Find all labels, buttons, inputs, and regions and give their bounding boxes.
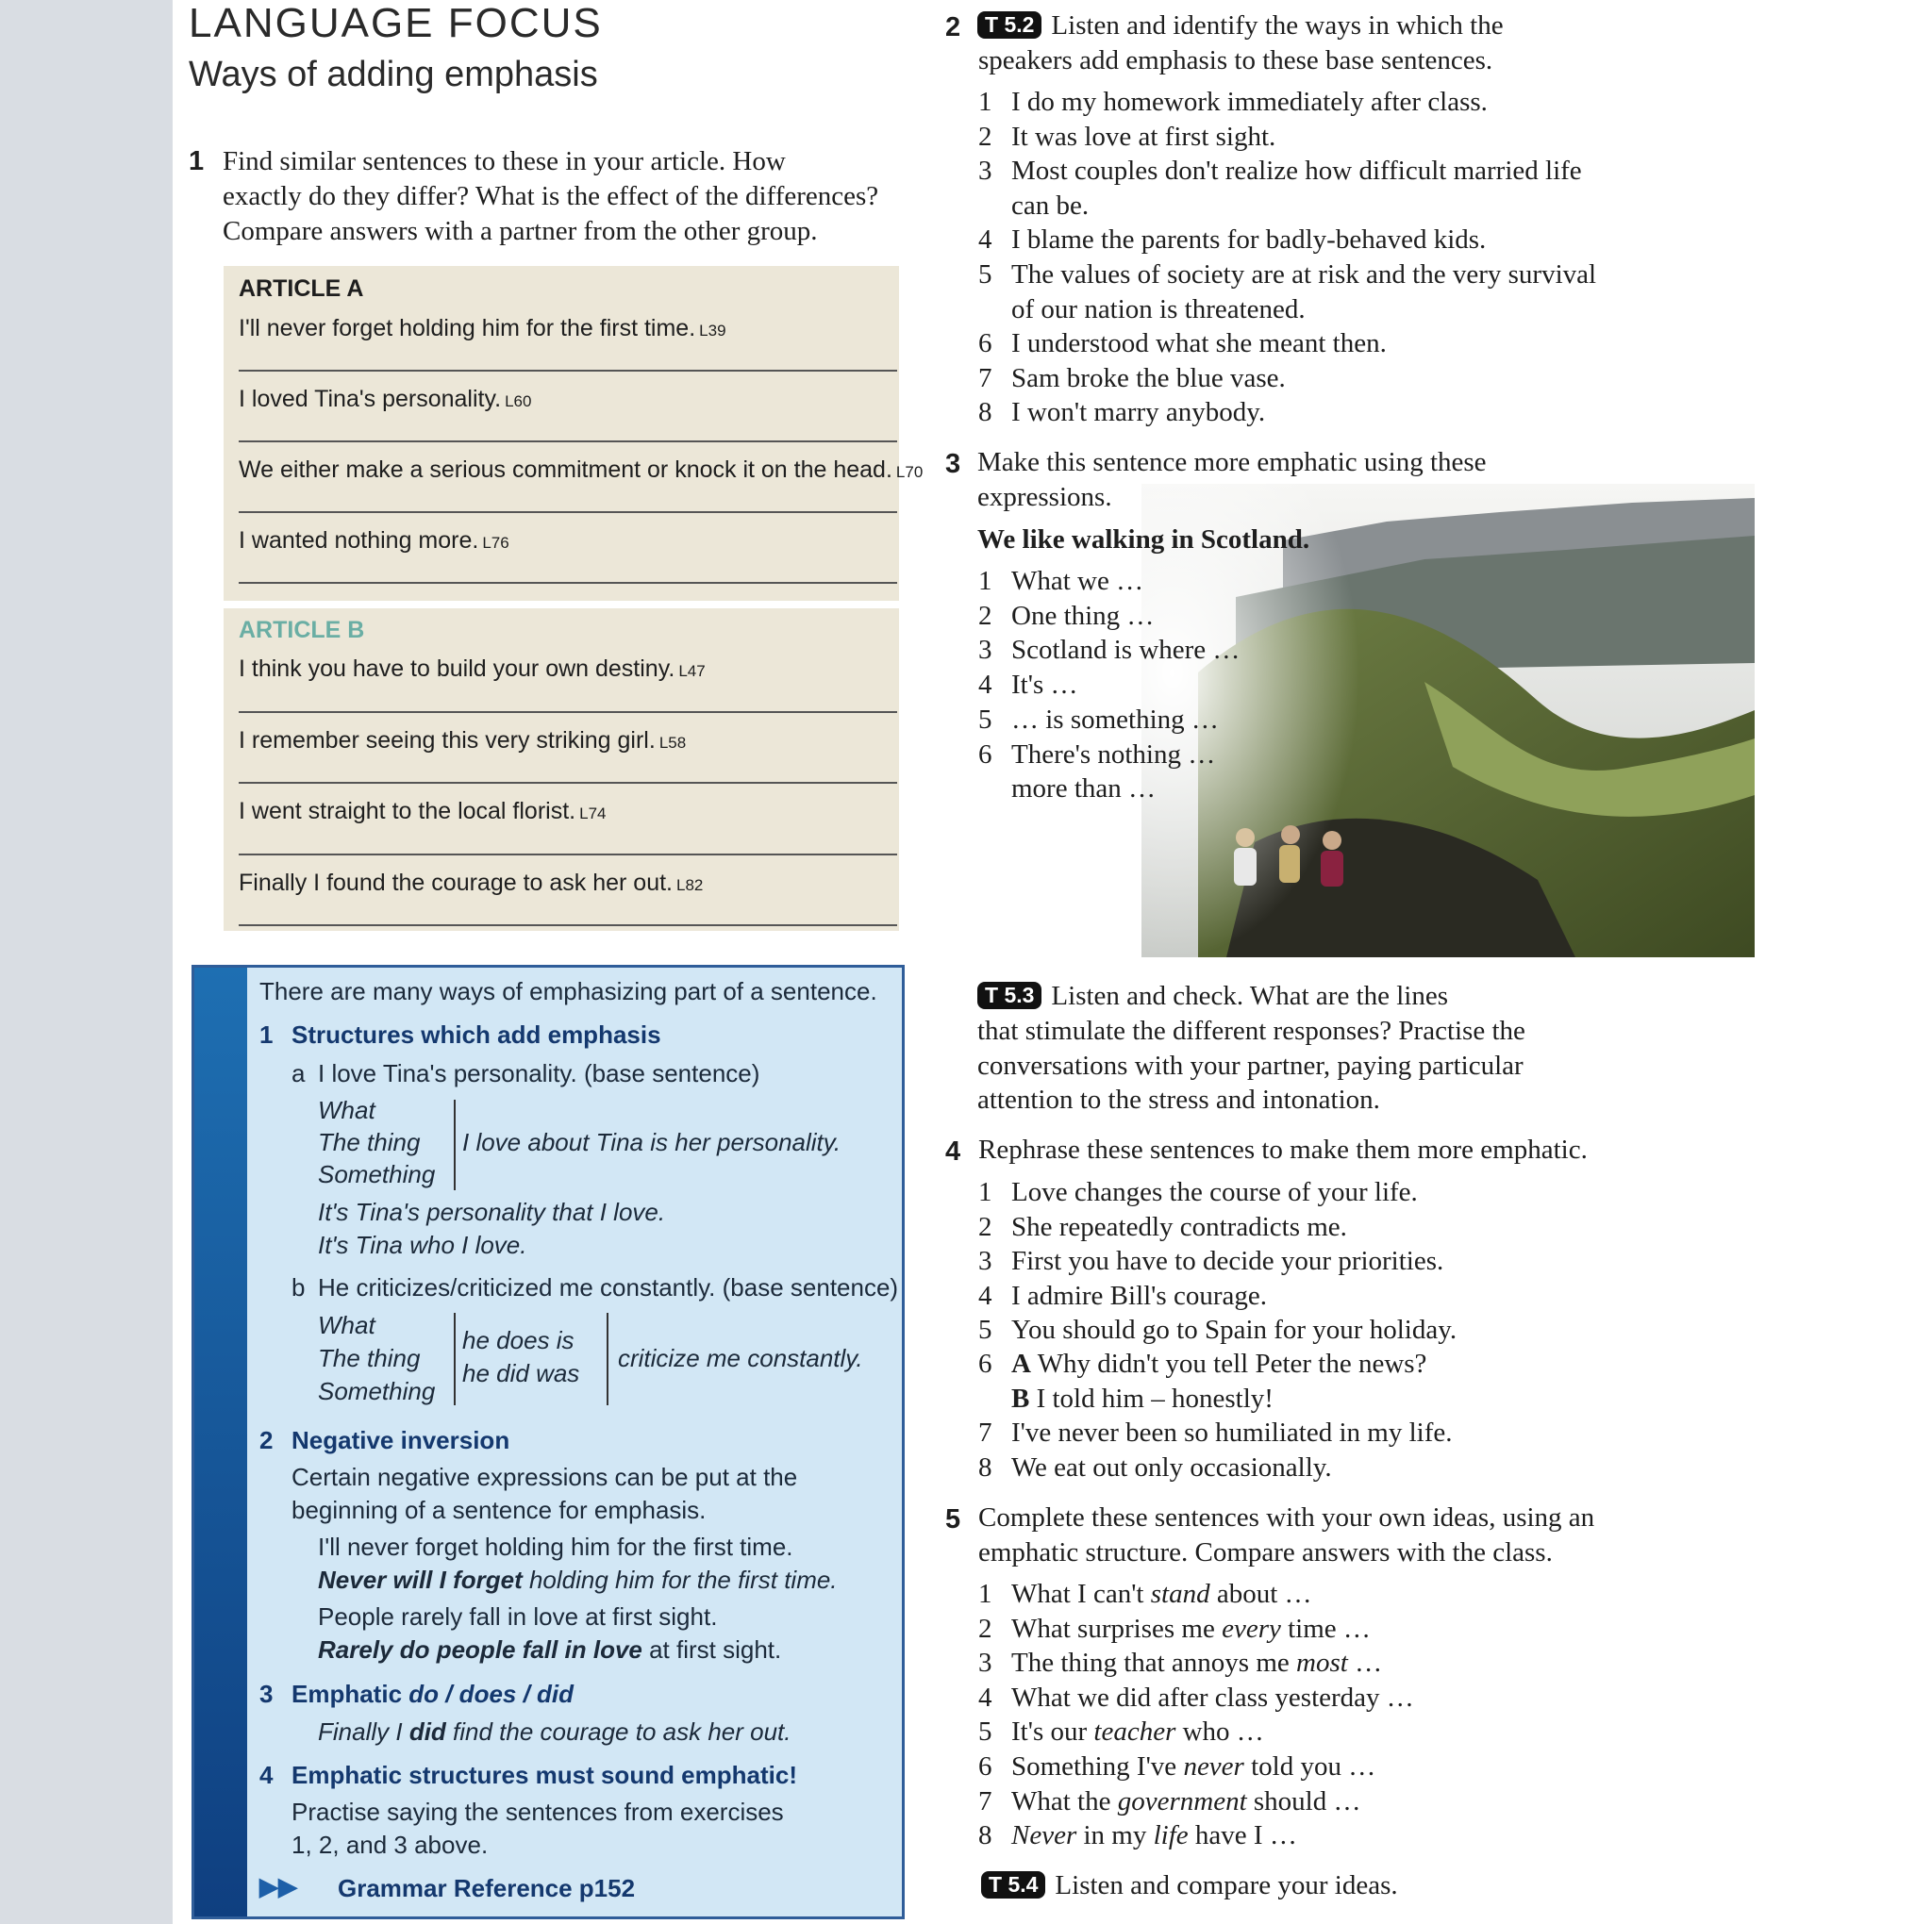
list-item: I admire Bill's courage. (1011, 1280, 1267, 1311)
text-part: Something I've (1011, 1751, 1184, 1782)
base-sentence: He criticizes/criticized me constantly. (base sentence) (318, 1273, 899, 1302)
article-sentence: I think you have to build your own destiny. L47 (239, 655, 706, 682)
item-letter: b (291, 1273, 306, 1302)
list-item (1011, 1751, 1375, 1783)
article-b-heading: ARTICLE B (239, 617, 365, 643)
list-item: I do my homework immediately after class. (1011, 87, 1488, 117)
grammar-example: Never will I forget holding him for the first time. (318, 1566, 838, 1594)
exercise-number: 2 (945, 12, 961, 42)
list-item: I won't marry anybody. (1011, 397, 1266, 428)
list-number: 7 (978, 1785, 992, 1816)
list-item: more than … (1011, 773, 1157, 804)
exercise-5-intro: emphatic structure. Compare answers with the class. (978, 1537, 1553, 1567)
exercise-3-check: that stimulate the different responses? Practise the (977, 1016, 1525, 1046)
article-a-heading: ARTICLE A (239, 275, 364, 302)
list-item: What we … (1011, 566, 1144, 596)
emphasized-word: every (1222, 1613, 1281, 1644)
item-letter: a (291, 1059, 306, 1087)
exercise-2-intro: speakers add emphasis to these base sentences. (978, 45, 1493, 75)
text-part: What the (1011, 1785, 1118, 1816)
list-item: First you have to decide your priorities. (1011, 1246, 1444, 1277)
text-part: What surprises me (1011, 1613, 1223, 1644)
structure-word: Something (318, 1160, 436, 1188)
grammar-heading: Emphatic structures must sound emphatic! (291, 1761, 797, 1789)
hiker-figures (1234, 825, 1343, 887)
grammar-box-band (194, 968, 247, 1916)
exercise-4-intro: Rephrase these sentences to make them more emphatic. (978, 1135, 1588, 1165)
list-item: Scotland is where … (1011, 635, 1241, 666)
text-part: The thing that annoys me (1011, 1648, 1297, 1679)
emphasized-word: stand (1150, 1579, 1210, 1609)
text-part: who … (1175, 1717, 1264, 1748)
grammar-heading-number: 2 (259, 1426, 274, 1454)
grammar-text: Certain negative expressions can be put at the (291, 1463, 798, 1491)
structure-word: The thing (318, 1344, 421, 1372)
list-number: 3 (978, 1246, 992, 1277)
list-number: 6 (978, 1751, 992, 1782)
list-item: Sam broke the blue vase. (1011, 362, 1286, 393)
bracket-line (454, 1100, 456, 1190)
grammar-example: Rarely do people fall in love at first sight. (318, 1635, 782, 1664)
list-number: 5 (978, 1315, 992, 1346)
emphasized-word: teacher (1093, 1717, 1176, 1748)
list-number: 1 (978, 566, 992, 596)
answer-line[interactable] (239, 440, 897, 442)
grammar-heading: Emphatic do / does / did (291, 1680, 575, 1708)
grammar-reference-link[interactable]: Grammar Reference p152 (338, 1874, 636, 1902)
exercise-3-check: conversations with your partner, paying particular (977, 1051, 1524, 1081)
audio-track-badge[interactable]: T 5.4 (981, 1871, 1045, 1899)
list-number: 4 (978, 670, 992, 701)
list-item: I blame the parents for badly-behaved kids. (1011, 224, 1487, 256)
answer-line[interactable] (239, 582, 897, 584)
grammar-heading: Structures which add emphasis (291, 1020, 661, 1049)
structure-word: What (318, 1311, 375, 1339)
base-sentence: I love Tina's personality. (base sentence) (318, 1059, 760, 1087)
list-item: One thing … (1011, 600, 1155, 631)
list-item: She repeatedly contradicts me. (1011, 1211, 1347, 1242)
list-number: 5 (978, 1717, 992, 1748)
list-item: … is something … (1011, 704, 1219, 735)
article-sentences-box (224, 266, 924, 931)
list-item: Love changes the course of your life. (1011, 1177, 1418, 1207)
list-number: 1 (978, 1177, 992, 1207)
audio-track-badge[interactable]: T 5.3 (977, 982, 1041, 1009)
list-number: 3 (978, 156, 992, 187)
list-number: 3 (978, 1648, 992, 1679)
list-item (1011, 1717, 1264, 1748)
exercise-3-intro: Make this sentence more emphatic using these (977, 447, 1487, 477)
grammar-example: I'll never forget holding him for the first time. (318, 1533, 793, 1561)
exercise-number: 1 (189, 146, 205, 176)
list-item (1011, 1648, 1382, 1679)
answer-line[interactable] (239, 711, 897, 713)
list-number: 8 (978, 1820, 992, 1850)
bracket-line (607, 1313, 608, 1405)
model-sentence: We like walking in Scotland. (977, 524, 1310, 555)
list-item (1011, 1683, 1414, 1714)
exercise-5-listen: T 5.4 Listen and compare your ideas. (981, 1870, 1398, 1901)
exercise-5-intro: Complete these sentences with your own ideas, using an (978, 1502, 1595, 1533)
exercise-3-check: attention to the stress and intonation. (977, 1085, 1380, 1115)
list-item: I've never been so humiliated in my life. (1011, 1418, 1453, 1448)
list-item: It was love at first sight. (1011, 121, 1276, 152)
text-part: told you … (1243, 1751, 1376, 1782)
list-item: of our nation is threatened. (1011, 293, 1306, 324)
list-item: There's nothing … (1011, 738, 1216, 770)
list-number: 7 (978, 362, 992, 393)
grammar-text: 1, 2, and 3 above. (291, 1831, 489, 1859)
text-part: What I can't (1011, 1579, 1151, 1609)
list-item: Most couples don't realize how difficult married life (1011, 156, 1582, 187)
exercise-1-instructions (223, 144, 878, 249)
list-number: 1 (978, 1579, 992, 1609)
text-line: exactly do they differ? What is the effect of the differences? (223, 181, 879, 211)
grammar-example: People rarely fall in love at first sight. (318, 1602, 718, 1631)
grammar-text: Practise saying the sentences from exercises (291, 1798, 784, 1826)
cleft-example: It's Tina's personality that I love. (318, 1198, 666, 1226)
list-number: 4 (978, 1280, 992, 1311)
answer-line[interactable] (239, 924, 897, 926)
article-sentence: I'll never forget holding him for the first time. L39 (239, 315, 726, 341)
arrow-icon: ▶▶ (259, 1872, 297, 1900)
audio-track-badge[interactable]: T 5.2 (977, 11, 1041, 39)
grammar-heading-number: 3 (259, 1680, 274, 1708)
exercise-2-intro: T 5.2 Listen and identify the ways in which the (977, 10, 1504, 41)
article-sentence: I went straight to the local florist. L74 (239, 798, 607, 824)
list-number: 8 (978, 1452, 992, 1483)
list-item: We eat out only occasionally. (1011, 1452, 1332, 1483)
answer-line[interactable] (239, 782, 897, 784)
article-sentence: I wanted nothing more. L76 (239, 527, 509, 554)
list-number: 3 (978, 635, 992, 666)
text-line: Compare answers with a partner from the other group. (223, 216, 818, 246)
list-number: 5 (978, 259, 992, 290)
structure-word: What (318, 1096, 375, 1124)
list-item: The values of society are at risk and the very survival (1011, 259, 1597, 290)
list-number: 4 (978, 1682, 992, 1713)
exercise-number: 3 (945, 449, 961, 479)
section-subtitle: Ways of adding emphasis (189, 55, 598, 94)
list-number: 2 (978, 600, 992, 631)
text-part: about … (1209, 1579, 1312, 1609)
emphasized-word: government (1117, 1785, 1247, 1816)
list-item: can be. (1011, 190, 1090, 221)
list-number: 6 (978, 328, 992, 359)
grammar-heading-number: 1 (259, 1020, 274, 1049)
list-item: You should go to Spain for your holiday. (1011, 1315, 1457, 1346)
exercise-3-check: T 5.3 Listen and check. What are the lines (977, 981, 1448, 1012)
list-item: It's … (1011, 670, 1078, 701)
list-number: 5 (978, 704, 992, 735)
structure-word: The thing (318, 1128, 421, 1156)
list-number: 2 (978, 1613, 992, 1644)
list-item (1011, 1614, 1371, 1645)
answer-line[interactable] (239, 854, 897, 855)
answer-line[interactable] (239, 511, 897, 513)
structure-word: Something (318, 1377, 436, 1405)
structure-example: I love about Tina is her personality. (462, 1128, 841, 1156)
list-number: 4 (978, 224, 992, 256)
emphasized-word: never (1183, 1751, 1244, 1782)
grammar-text: beginning of a sentence for emphasis. (291, 1496, 707, 1524)
box-divider (224, 601, 899, 608)
grammar-heading-number: 4 (259, 1761, 274, 1789)
list-number: 6 (978, 1349, 992, 1379)
article-sentence: I loved Tina's personality. L60 (239, 386, 532, 412)
text-part: … (1347, 1648, 1383, 1679)
grammar-example: Finally I did find the courage to ask her out. (318, 1717, 791, 1746)
grammar-intro: There are many ways of emphasizing part of a sentence. (259, 977, 877, 1005)
exercise-number: 4 (945, 1136, 961, 1167)
article-sentence: Finally I found the courage to ask her out. L82 (239, 870, 704, 896)
structure-verb: he does is (462, 1326, 575, 1354)
list-number: 8 (978, 397, 992, 428)
list-item: Never in my life have I … (1011, 1820, 1297, 1850)
list-number: 2 (978, 1211, 992, 1242)
bracket-line (454, 1313, 456, 1405)
structure-verb: he did was (462, 1359, 580, 1387)
answer-line[interactable] (239, 370, 897, 372)
article-sentence: We either make a serious commitment or knock it on the head. L70 (239, 456, 924, 483)
dialogue-line: A Why didn't you tell Peter the news? (1011, 1349, 1427, 1379)
emphasized-word: most (1296, 1648, 1348, 1679)
section-title: LANGUAGE FOCUS (189, 0, 603, 46)
list-number: 7 (978, 1418, 992, 1448)
exercise-number: 5 (945, 1504, 961, 1534)
list-item (1011, 1579, 1312, 1610)
structure-example: criticize me constantly. (618, 1344, 863, 1372)
grammar-heading: Negative inversion (291, 1426, 510, 1454)
list-number: 2 (978, 121, 992, 152)
text-line: Find similar sentences to these in your article. How (223, 146, 786, 176)
text-part: should … (1246, 1785, 1361, 1816)
dialogue-line: B I told him – honestly! (1011, 1384, 1274, 1414)
list-item (1011, 1786, 1360, 1817)
text-part: It's our (1011, 1717, 1094, 1748)
list-item: I understood what she meant then. (1011, 328, 1387, 359)
text-part: What we did after class yesterday … (1011, 1682, 1414, 1713)
list-number: 6 (978, 738, 992, 770)
cleft-example: It's Tina who I love. (318, 1231, 527, 1259)
list-number: 1 (978, 87, 992, 117)
article-sentence: I remember seeing this very striking girl. L58 (239, 727, 687, 754)
exercise-3-intro: expressions. (977, 482, 1112, 512)
text-part: time … (1280, 1613, 1371, 1644)
page-binding-margin (0, 0, 173, 1924)
